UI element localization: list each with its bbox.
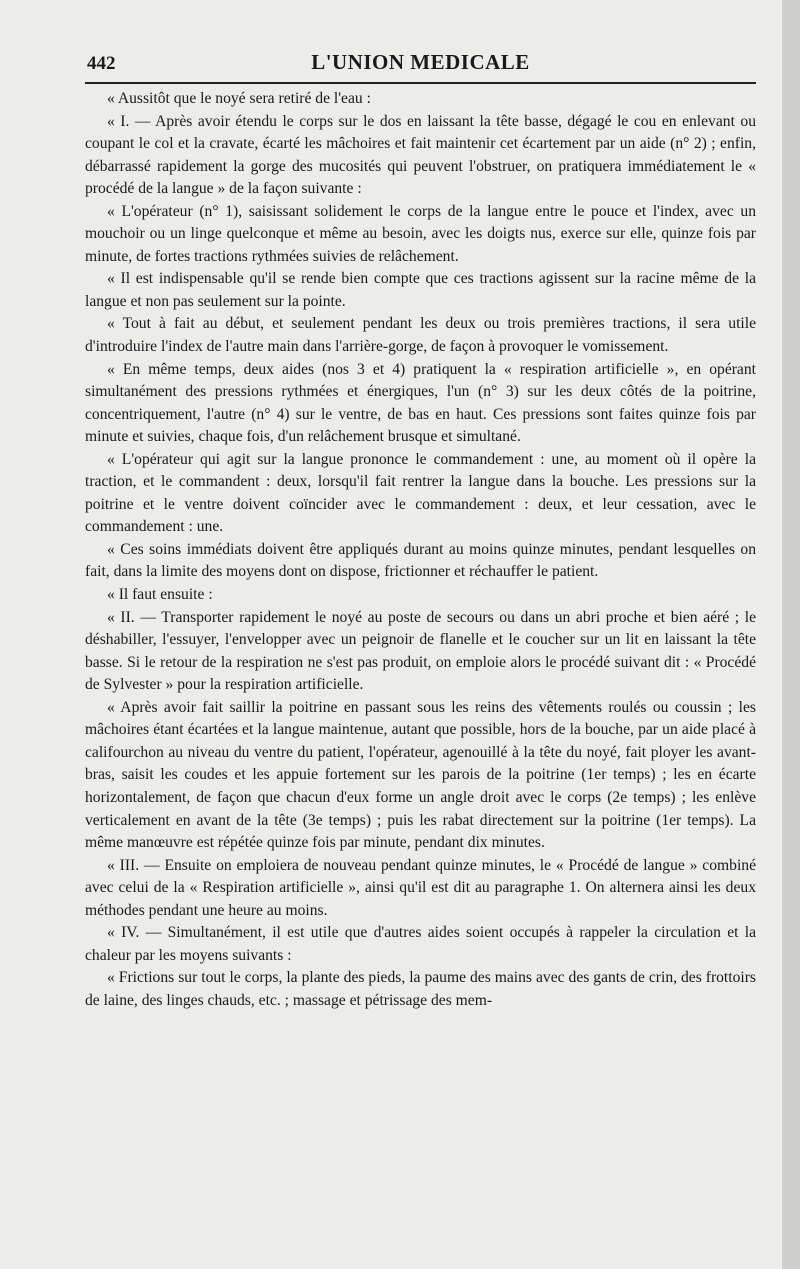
article-body bbox=[85, 88, 756, 1012]
paragraph: « Après avoir fait saillir la poitrine en passant sous les reins des vêtements roulés ou coussin ; les mâchoires étant écartées et la langue maintenue, autant que possible, hors de la bouche, par un aide placé à califourchon au niveau du ventre du patient, l'opérateur, agenouillé à la tête du noyé, fait ployer les avant-bras, saisit les coudes et les appuie fortement sur les parois de la poitrine (1er temps) ; les en écarte horizontalement, de façon que chacun d'eux forme un angle droit avec le corps (2e temps) ; les enlève verticalement en avant de la tête (3e temps) ; puis les rabat directement sur la poitrine (1er temps). La même manœuvre est répétée quinze fois par minute, pendant dix minutes. bbox=[85, 698, 756, 852]
paragraph: « Ces soins immédiats doivent être appliqués durant au moins quinze minutes, pendant lesquelles on fait, dans la limite des moyens dont on dispose, frictionner et réchauffer le patient. bbox=[85, 540, 756, 581]
paragraph: « L'opérateur qui agit sur la langue prononce le commandement : une, au moment où il opère la traction, et le commandent : deux, lorsqu'il fait rentrer la langue dans la bouche. Les pressions sur la poitrine et le ventre doivent coïncider avec le commandement : deux, et leur cessation, avec le commandement : une. bbox=[85, 450, 756, 536]
page-number: 442 bbox=[87, 53, 116, 74]
paragraph: « IV. — Simultanément, il est utile que d'autres aides soient occupés à rappeler la circulation et la chaleur par les moyens suivants : bbox=[85, 924, 756, 964]
page-edge-shadow bbox=[782, 0, 800, 1269]
paragraph: « II. — Transporter rapidement le noyé au poste de secours ou dans un abri proche et bien aéré ; le déshabiller, l'essuyer, l'envelopper avec un peignoir de flanelle et le coucher sur un lit en laissant la tête basse. Si le retour de la respiration ne s'est pas produit, on emploie alors le procédé suivant dit : « Procédé de Sylvester » pour la respiration artificielle. bbox=[85, 608, 756, 694]
paragraph: « I. — Après avoir étendu le corps sur le dos en laissant la tête basse, dégagé le cou en enlevant ou coupant le col et la cravate, écarté les mâchoires et fait maintenir cet écartement par un aide (n° 2) ; enfin, débarrassé rapidement la gorge des mucosités qui peuvent l'obstruer, on pratiquera immédiatement le « procédé de la langue » de la façon suivante : bbox=[85, 112, 756, 198]
page-header bbox=[85, 50, 756, 82]
header-rule bbox=[85, 82, 756, 84]
paragraph: « Il est indispensable qu'il se rende bien compte que ces tractions agissent sur la racine même de la langue et non pas seulement sur la pointe. bbox=[85, 270, 756, 310]
running-title: L'UNION MEDICALE bbox=[311, 50, 530, 74]
paragraph: « Frictions sur tout le corps, la plante des pieds, la paume des mains avec des gants de crin, des frottoirs de laine, des linges chauds, etc. ; massage et pétrissage des mem- bbox=[85, 969, 756, 1009]
paragraph: « III. — Ensuite on emploiera de nouveau pendant quinze minutes, le « Procédé de langue » combiné avec celui de la « Respiration artificielle », ainsi qu'il est dit au paragraphe 1. On alternera ainsi les deux méthodes pendant une heure au moins. bbox=[85, 856, 756, 919]
paragraph: « Aussitôt que le noyé sera retiré de l'eau : bbox=[107, 90, 371, 107]
paragraph: « En même temps, deux aides (nos 3 et 4) pratiquent la « respiration artificielle », en opérant simultanément des pressions rythmées et énergiques, l'un (n° 3) sur les deux côtés de la poitrine, concentriquement, l'autre (n° 4) sur le ventre, de bas en haut. Ces pressions sont faites quinze fois par minute et suivies, chaque fois, d'un relâchement brusque et simultané. bbox=[85, 360, 756, 446]
paragraph: « Tout à fait au début, et seulement pendant les deux ou trois premières tractions, il sera utile d'introduire l'index de l'autre main dans l'arrière-gorge, de façon à provoquer le vomissement. bbox=[85, 315, 756, 356]
paragraph: « L'opérateur (n° 1), saisissant solidement le corps de la langue entre le pouce et l'index, avec un mouchoir ou un linge quelconque et même au besoin, avec les doigts nus, exerce sur elle, quinze fois par minute, de fortes tractions rythmées suivies de relâchement. bbox=[85, 202, 756, 265]
paragraph: « Il faut ensuite : bbox=[107, 586, 213, 604]
